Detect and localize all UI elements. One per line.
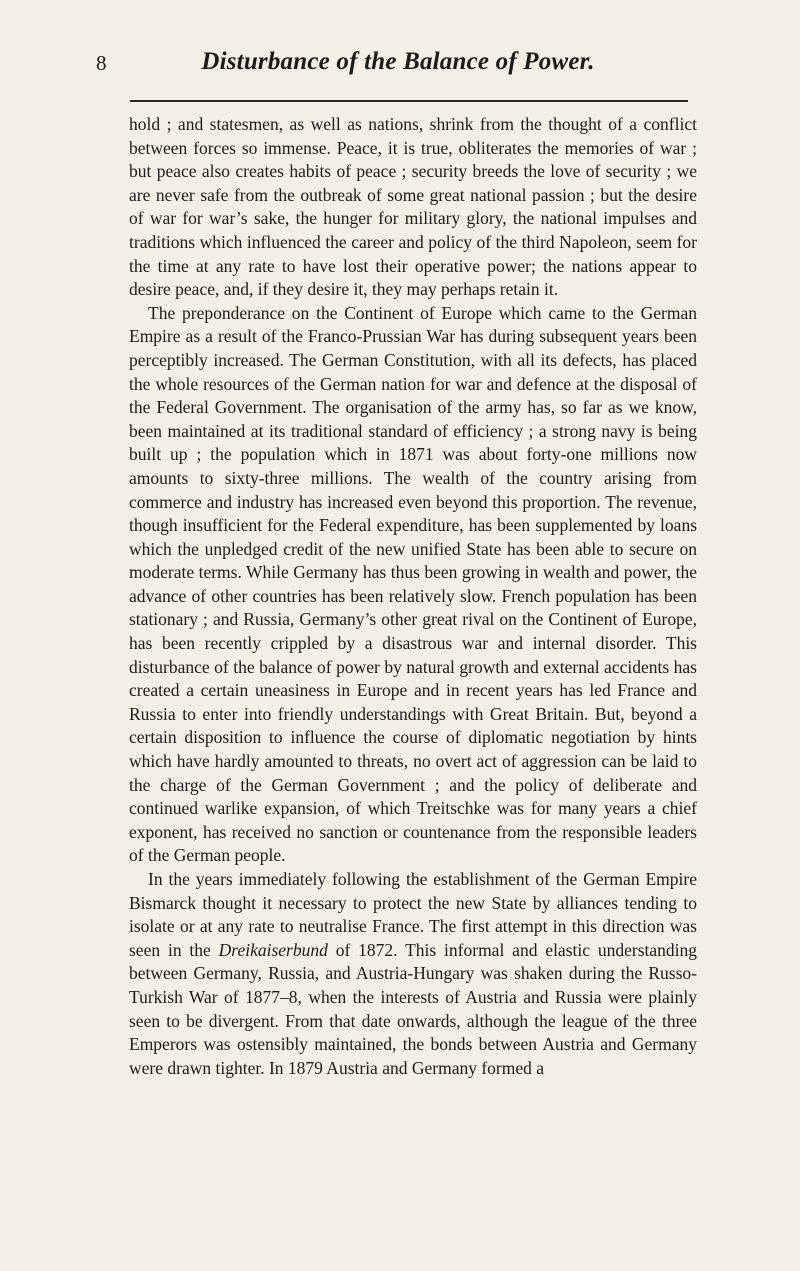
paragraph-2: The preponderance on the Continent of Europe which came to the German Empire as a result of the Franco-Prussian War has during subsequent years been perceptibly increased. The German Constitution, with all its defects, has placed the whole resources of the German nation for war and defence at the disposal of the Federal Government. The organisation of the army has, so far as we know, been maintained at its traditional standard of efficiency ; a strong navy is being built up ; the population which in 1871 was about forty-one millions now amounts to sixty-three millions. The wealth of the country arising from commerce and industry has increased even beyond this proportion. The revenue, though insufficient for the Federal expenditure, has been supplemented by loans which the unpledged credit of the new unified State has been able to secure on moderate terms. While Germany has thus been growing in wealth and power, the advance of other countries has been relatively slow. French population has been stationary ; and Russia, Germany’s other great rival on the Continent of Europe, has been recently crippled by a disastrous war and internal disorder. This disturbance of the balance of power by natural growth and external accidents has created a certain uneasiness in Europe and in recent years has led France and Russia to enter into friendly understandings with Great Britain. But, beyond a certain disposition to influence the course of diplomatic negotiation by hints which have hardly amounted to threats, no overt act of aggression can be laid to the charge of the German Government ; and the policy of deliberate and continued warlike expansion, of which Treitschke was for many years a chief exponent, has received no sanction or countenance from the responsible leaders of the German people. xyxy=(129,302,697,866)
page-header xyxy=(96,38,700,88)
page-number: 8 xyxy=(96,51,107,75)
paragraph-3-text-start: In the years immediately following the establishment of the German Empire Bismarck thought it necessary to protect the new State by alliances tending to isolate or at any rate to neutralise France. The first attempt in this direction was seen in the xyxy=(129,869,697,960)
italic-term-dreikaiserbund: Dreikaiserbund xyxy=(218,939,328,960)
paragraph-3 xyxy=(129,868,697,1080)
running-title: Disturbance of the Balance of Power. xyxy=(201,48,595,75)
paragraph-1: hold ; and statesmen, as well as nations, shrink from the thought of a conflict between forces so immense. Peace, it is true, obliterates the memories of war ; but peace also creates habits of peace ; security breeds the love of security ; we are never safe from the outbreak of some great national passion ; but the desire of war for war’s sake, the hunger for military glory, the national impulses and traditions which influenced the career and policy of the third Napoleon, seem for the time at any rate to have lost their operative power; the nations appear to desire peace, and, if they desire it, they may perhaps retain it. xyxy=(129,114,697,300)
paragraph-3-text-end: of 1872. This informal and elastic understanding between Germany, Russia, and Austria-Hungary was shaken during the Russo-Turkish War of 1877–8, when the interests of Austria and Russia were plainly seen to be divergent. From that date onwards, although the league of the three Emperors was ostensibly maintained, the bonds between Austria and Germany were drawn tighter. In 1879 Austria and Germany formed a xyxy=(129,939,697,1078)
header-rule xyxy=(130,100,688,102)
body-text xyxy=(129,113,697,1080)
